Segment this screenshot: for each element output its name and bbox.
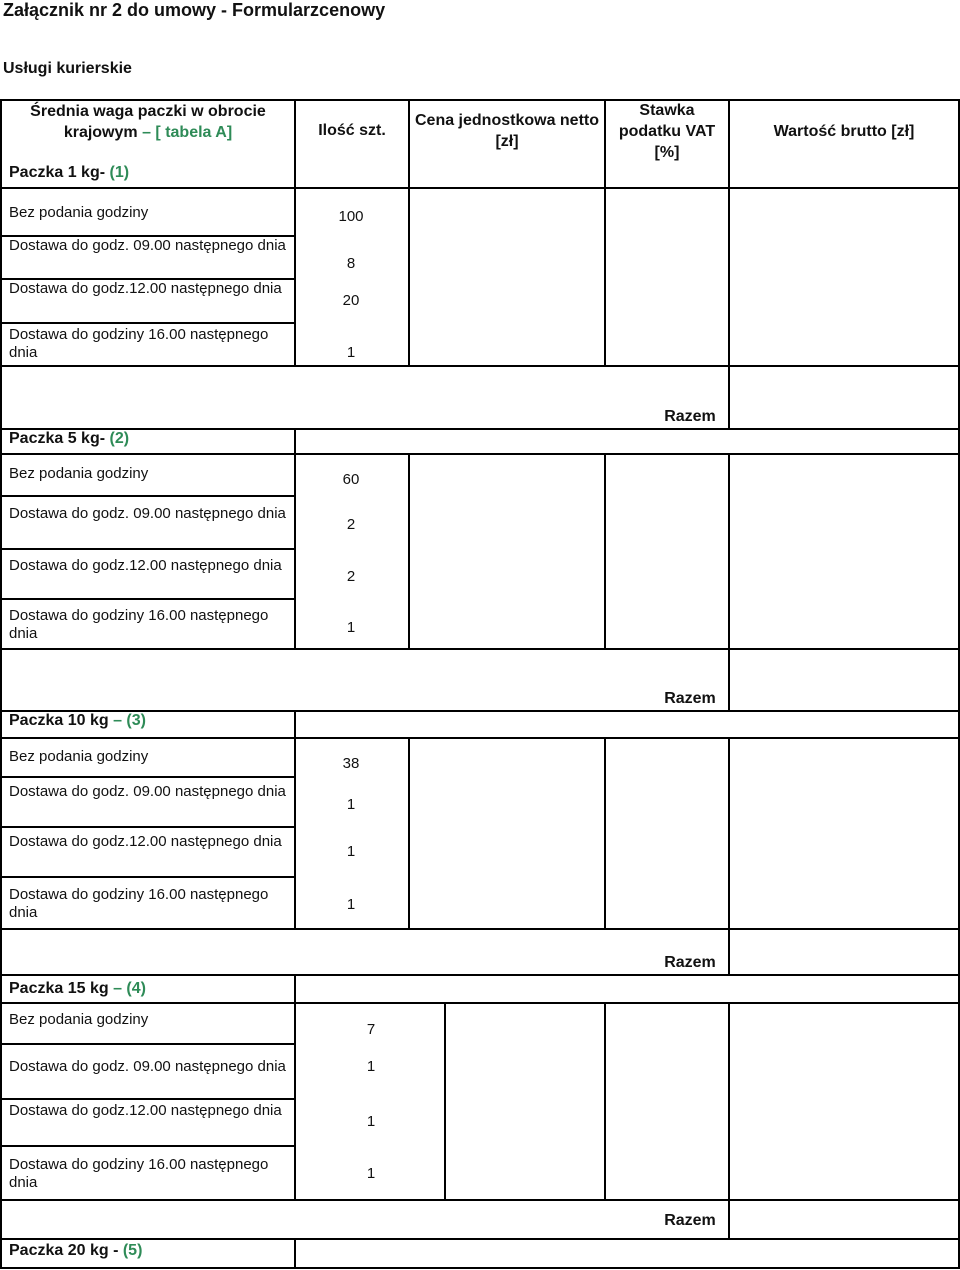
grid-line [0, 928, 960, 930]
grid-line [0, 1267, 960, 1269]
row-label: Bez podania godziny [9, 465, 149, 482]
row-quantity: 20 [342, 292, 360, 309]
grid-line [604, 99, 606, 188]
section-3-label [9, 712, 146, 730]
grid-line [0, 737, 960, 739]
grid-line [0, 1043, 296, 1045]
grid-line [294, 1238, 296, 1268]
total-label: Razem [664, 690, 716, 707]
grid-line [728, 737, 730, 929]
grid-line [0, 974, 960, 976]
row-label: Dostawa do godz.12.00 następnego dnia [9, 557, 282, 574]
header-gross-value: Wartość brutto [zł] [773, 123, 915, 140]
row-label: Bez podania godziny [9, 1011, 149, 1028]
section-3-title: Paczka 10 kg [9, 712, 114, 729]
row-quantity: 2 [346, 568, 356, 585]
row-label: Dostawa do godziny 16.00 następnego dnia [9, 326, 269, 361]
row-label: Bez podania godziny [9, 748, 149, 765]
header-quantity: Ilość szt. [318, 122, 386, 139]
row-label: Dostawa do godz. 09.00 następnego dnia [9, 505, 286, 522]
grid-line [408, 737, 410, 929]
row-quantity: 100 [338, 208, 364, 225]
row-label: Dostawa do godz.12.00 następnego dnia [9, 1102, 282, 1119]
row-label: Dostawa do godz.12.00 następnego dnia [9, 280, 282, 297]
row-quantity: 1 [346, 843, 356, 860]
total-label: Razem [664, 954, 716, 971]
grid-line [0, 1002, 960, 1004]
grid-line [408, 99, 410, 188]
header-weight-line2: krajowym [63, 124, 143, 141]
section-4-title: Paczka 15 kg [9, 980, 114, 997]
header-weight-column [4, 101, 292, 143]
row-label: Dostawa do godz.12.00 następnego dnia [9, 833, 282, 850]
grid-line [0, 187, 960, 189]
section-4-label [9, 980, 146, 998]
row-quantity: 2 [346, 516, 356, 533]
row-quantity: 1 [346, 796, 356, 813]
grid-line [408, 453, 410, 649]
row-label: Bez podania godziny [9, 204, 149, 221]
row-quantity: 60 [342, 471, 360, 488]
grid-line [728, 453, 730, 649]
grid-line [0, 826, 296, 828]
grid-line [294, 974, 296, 1200]
section-5-tag: (5) [122, 1242, 143, 1259]
section-1-title: Paczka 1 kg- [9, 164, 110, 181]
page-title: Załącznik nr 2 do umowy - Formularzcenowy [3, 0, 386, 20]
section-5-title: Paczka 20 kg - [9, 1242, 123, 1259]
grid-line [0, 495, 296, 497]
row-quantity: 1 [366, 1058, 376, 1075]
row-quantity: 8 [346, 255, 356, 272]
row-quantity: 1 [346, 619, 356, 636]
section-3-tag: – (3) [113, 712, 146, 729]
grid-line [0, 1199, 960, 1201]
grid-line [0, 598, 296, 600]
row-quantity: 1 [366, 1165, 376, 1182]
grid-line [728, 188, 730, 366]
header-weight-table-ref: – [ tabela A] [142, 124, 233, 141]
row-label: Dostawa do godz. 09.00 następnego dnia [9, 237, 286, 254]
grid-line [444, 1002, 446, 1200]
total-label: Razem [664, 408, 716, 425]
grid-line [0, 453, 960, 455]
grid-line [0, 428, 960, 430]
grid-line [0, 365, 960, 367]
section-2-title: Paczka 5 kg- [9, 430, 110, 447]
header-weight-line1: Średnia waga paczki w obrocie [30, 103, 266, 120]
grid-line [0, 1145, 296, 1147]
grid-line [0, 776, 296, 778]
grid-line [0, 322, 296, 324]
row-quantity: 7 [366, 1021, 376, 1038]
row-quantity: 1 [346, 344, 356, 361]
grid-line [604, 737, 606, 929]
row-quantity: 38 [342, 755, 360, 772]
row-label: Dostawa do godziny 16.00 następnego dnia [9, 886, 269, 921]
header-unit-price: Cena jednostkowa netto [zł] [414, 112, 600, 150]
total-label: Razem [664, 1212, 716, 1229]
grid-line [0, 548, 296, 550]
section-subtitle: Usługi kurierskie [3, 60, 132, 77]
section-4-tag: – (4) [113, 980, 146, 997]
grid-line [728, 1002, 730, 1200]
section-5-label [9, 1242, 142, 1260]
header-vat-rate: Stawka podatku VAT [%] [618, 102, 716, 161]
grid-line [728, 99, 730, 188]
grid-line [0, 876, 296, 878]
grid-line [408, 188, 410, 366]
section-1-tag: (1) [109, 164, 130, 181]
row-quantity: 1 [366, 1113, 376, 1130]
grid-line [604, 453, 606, 649]
grid-line [0, 1238, 960, 1240]
row-quantity: 1 [346, 896, 356, 913]
grid-line [604, 188, 606, 366]
grid-line [0, 648, 960, 650]
grid-line [294, 428, 296, 649]
grid-line [0, 99, 2, 1269]
row-label: Dostawa do godziny 16.00 następnego dnia [9, 1156, 269, 1191]
row-label: Dostawa do godziny 16.00 następnego dnia [9, 607, 269, 642]
section-1-label [9, 164, 129, 182]
section-2-tag: (2) [109, 430, 130, 447]
grid-line [604, 1002, 606, 1200]
row-label: Dostawa do godz. 09.00 następnego dnia [9, 1058, 286, 1075]
row-label: Dostawa do godz. 09.00 następnego dnia [9, 783, 286, 800]
section-2-label [9, 430, 129, 448]
grid-line [294, 99, 296, 188]
grid-line [0, 1098, 296, 1100]
